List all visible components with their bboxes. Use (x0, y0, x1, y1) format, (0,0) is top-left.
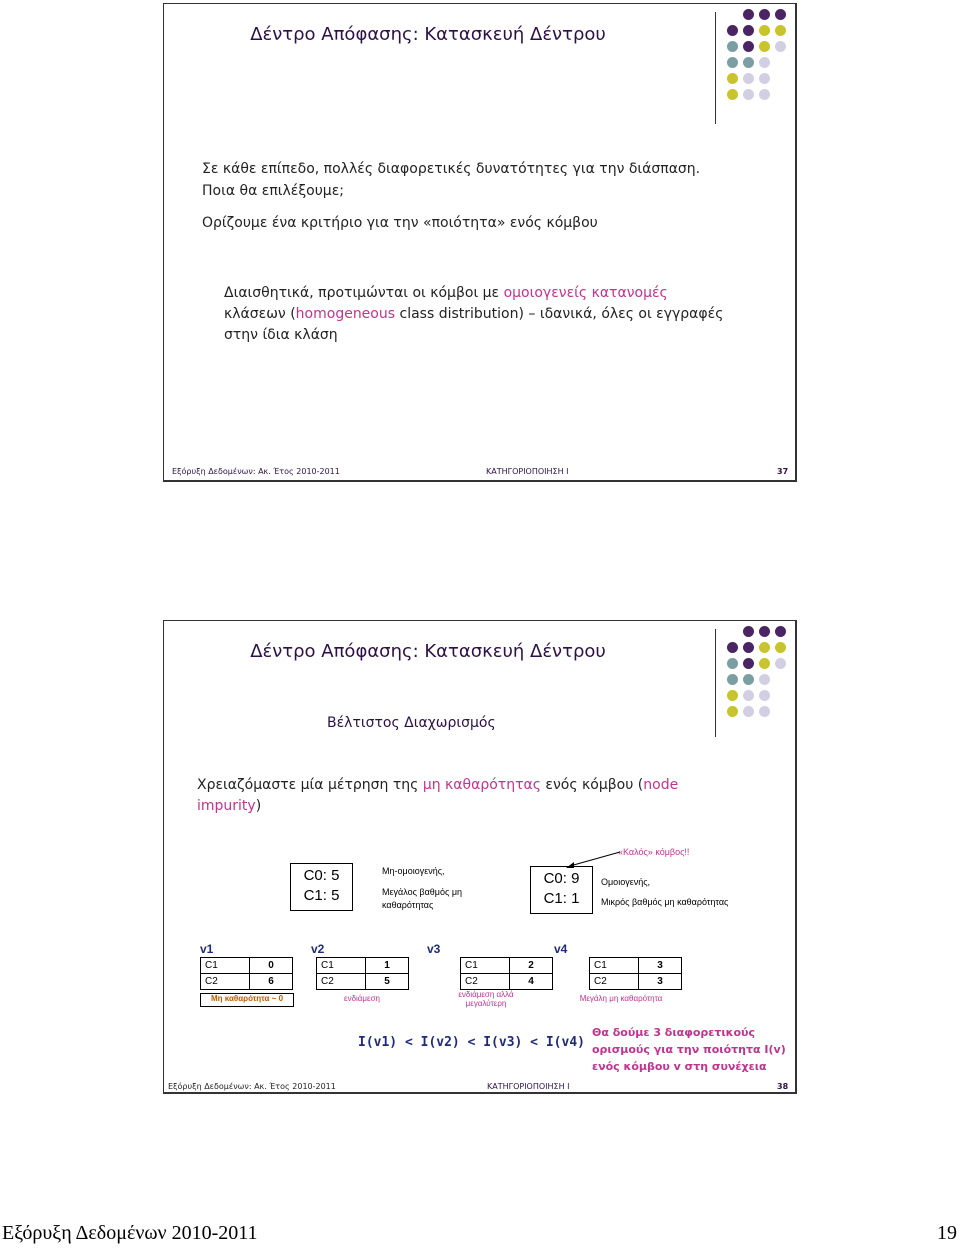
highlight-text: ομοιογενείς κατανομές (503, 285, 668, 301)
decorative-dot (743, 25, 754, 36)
text-line: Ποια θα επιλέξουμε; (202, 183, 345, 199)
decorative-dot (775, 25, 786, 36)
slide-37 (163, 3, 797, 482)
text-line: Ορίζουμε ένα κριτήριο για την «ποιότητα» ενός κόμβου (202, 215, 598, 231)
table-cell: 6 (250, 974, 293, 990)
class-count-table (460, 957, 553, 990)
class-count-table (316, 957, 409, 990)
table-row (201, 974, 293, 990)
decorative-dot (727, 41, 738, 52)
slide-title: Δέντρο Απόφασης: Κατασκευή Δέντρου (250, 24, 606, 45)
decorative-dot (743, 674, 754, 685)
decorative-dot (759, 690, 770, 701)
table-cell: C2 (461, 974, 510, 990)
text-span: κλάσεων ( (224, 306, 296, 322)
decorative-dot (759, 25, 770, 36)
decorative-dot (759, 89, 770, 100)
highlight-text: impurity (197, 798, 256, 814)
decorative-dot (727, 25, 738, 36)
text-span: Διαισθητικά, προτιμώνται οι κόμβοι με (224, 285, 500, 301)
footer-left: Εξόρυξη Δεδομένων: Ακ. Έτος 2010-2011 (168, 1082, 336, 1091)
decorative-dot (743, 706, 754, 717)
decorative-dot (743, 73, 754, 84)
title-divider (715, 12, 716, 124)
decorative-dot (759, 642, 770, 653)
class-count: C0: 9 (543, 870, 580, 887)
highlight-text: μη καθαρότητας (422, 777, 541, 793)
class-count-table (589, 957, 682, 990)
class-count: C1: 1 (543, 890, 580, 907)
impurity-note: Μη καθαρότητα ~ 0 (200, 993, 294, 1007)
table-row (461, 958, 553, 974)
table-cell: C1 (590, 958, 639, 974)
decorative-dot (759, 674, 770, 685)
good-node-label: «Καλός» κόμβος!! (618, 847, 690, 857)
node-description: καθαρότητας (382, 900, 434, 910)
table-cell: 3 (639, 974, 682, 990)
node-description: Ομοιογενής, (601, 877, 651, 887)
decorative-dots (727, 9, 791, 109)
decorative-dot (759, 706, 770, 717)
highlight-text: homogeneous (295, 306, 396, 322)
decorative-dot (743, 626, 754, 637)
table-cell: C2 (201, 974, 250, 990)
conclusion-line: ενός κόμβου v στη συνέχεια (592, 1060, 767, 1073)
impurity-note: Μεγάλη μη καθαρότητα (579, 994, 663, 1003)
impurity-note: ενδιάμεση (344, 994, 380, 1003)
slide-subtitle: Βέλτιστος Διαχωρισμός (327, 715, 496, 731)
highlight-text: node (643, 777, 679, 793)
decorative-dot (775, 642, 786, 653)
pure-node-box (530, 866, 593, 914)
decorative-dot (743, 642, 754, 653)
text-span: Χρειαζόμαστε μία μέτρηση της (197, 777, 419, 793)
decorative-dot (759, 41, 770, 52)
impurity-note: ενδιάμεση αλλά μεγαλύτερη (458, 990, 514, 1008)
decorative-dot (727, 642, 738, 653)
class-count: C1: 5 (303, 887, 340, 904)
table-cell: C2 (590, 974, 639, 990)
footer-center: ΚΑΤΗΓΟΡΙΟΠΟΙΗΣΗ I (487, 1082, 570, 1091)
page-footer-number: 19 (937, 1222, 957, 1244)
slide-38 (163, 620, 797, 1094)
v-label: v3 (427, 942, 441, 956)
decorative-dot (759, 73, 770, 84)
footer-left: Εξόρυξη Δεδομένων: Ακ. Έτος 2010-2011 (172, 467, 340, 476)
table-cell: C1 (317, 958, 366, 974)
v-label: v1 (200, 942, 214, 956)
text-paragraph-line (224, 306, 723, 322)
conclusion-line: ορισμούς για την ποιότητα I(v) (592, 1043, 786, 1056)
decorative-dot (775, 626, 786, 637)
table-row (201, 958, 293, 974)
slide-title: Δέντρο Απόφασης: Κατασκευή Δέντρου (250, 641, 606, 662)
table-cell: C1 (461, 958, 510, 974)
decorative-dot (775, 658, 786, 669)
decorative-dot (727, 690, 738, 701)
decorative-dot (743, 9, 754, 20)
table-cell: 0 (250, 958, 293, 974)
table-row (317, 974, 409, 990)
decorative-dot (727, 658, 738, 669)
text-span: ενός κόμβου ( (545, 777, 644, 793)
v-label: v2 (311, 942, 325, 956)
table-row (590, 974, 682, 990)
decorative-dot (743, 41, 754, 52)
decorative-dot (743, 89, 754, 100)
class-count-table (200, 957, 293, 990)
decorative-dot (775, 9, 786, 20)
title-divider (715, 629, 716, 737)
text-span: class distribution) – ιδανικά, όλες οι εγγραφές (395, 306, 724, 322)
table-cell: 1 (366, 958, 409, 974)
footer-center: ΚΑΤΗΓΟΡΙΟΠΟΙΗΣΗ I (486, 467, 569, 476)
decorative-dot (775, 41, 786, 52)
node-description: Μεγάλος βαθμός μη (382, 887, 463, 897)
decorative-dot (727, 89, 738, 100)
decorative-dot (743, 690, 754, 701)
impurity-inequality: I(v1) < I(v2) < I(v3) < I(v4) (358, 1035, 585, 1050)
decorative-dot (759, 658, 770, 669)
decorative-dot (743, 658, 754, 669)
table-row (590, 958, 682, 974)
impure-node-box (290, 863, 353, 911)
decorative-dot (759, 9, 770, 20)
text-paragraph-line: στην ίδια κλάση (224, 327, 338, 343)
table-cell: 2 (510, 958, 553, 974)
decorative-dots (727, 626, 791, 726)
decorative-dot (759, 626, 770, 637)
decorative-dot (759, 57, 770, 68)
table-cell: C1 (201, 958, 250, 974)
text-paragraph-line (224, 285, 668, 301)
text-paragraph-line (197, 798, 261, 814)
table-cell: 5 (366, 974, 409, 990)
v-label: v4 (554, 942, 568, 956)
text-paragraph-line (197, 777, 678, 793)
decorative-dot (743, 57, 754, 68)
class-count: C0: 5 (303, 867, 340, 884)
table-cell: C2 (317, 974, 366, 990)
node-description: Μη-ομοιογενής, (382, 866, 445, 876)
table-row (461, 974, 553, 990)
page-number: 37 (777, 467, 789, 476)
table-cell: 4 (510, 974, 553, 990)
text-span: ) (255, 798, 262, 814)
decorative-dot (727, 57, 738, 68)
decorative-dot (727, 674, 738, 685)
table-row (317, 958, 409, 974)
decorative-dot (727, 73, 738, 84)
page-number: 38 (777, 1082, 789, 1091)
text-line: Σε κάθε επίπεδο, πολλές διαφορετικές δυνατότητες για την διάσπαση. (202, 161, 701, 177)
decorative-dot (727, 706, 738, 717)
page-footer-title: Εξόρυξη Δεδομένων 2010-2011 (2, 1222, 258, 1244)
node-description: Μικρός βαθμός μη καθαρότητας (601, 897, 729, 907)
table-cell: 3 (639, 958, 682, 974)
conclusion-line: Θα δούμε 3 διαφορετικούς (592, 1026, 755, 1039)
